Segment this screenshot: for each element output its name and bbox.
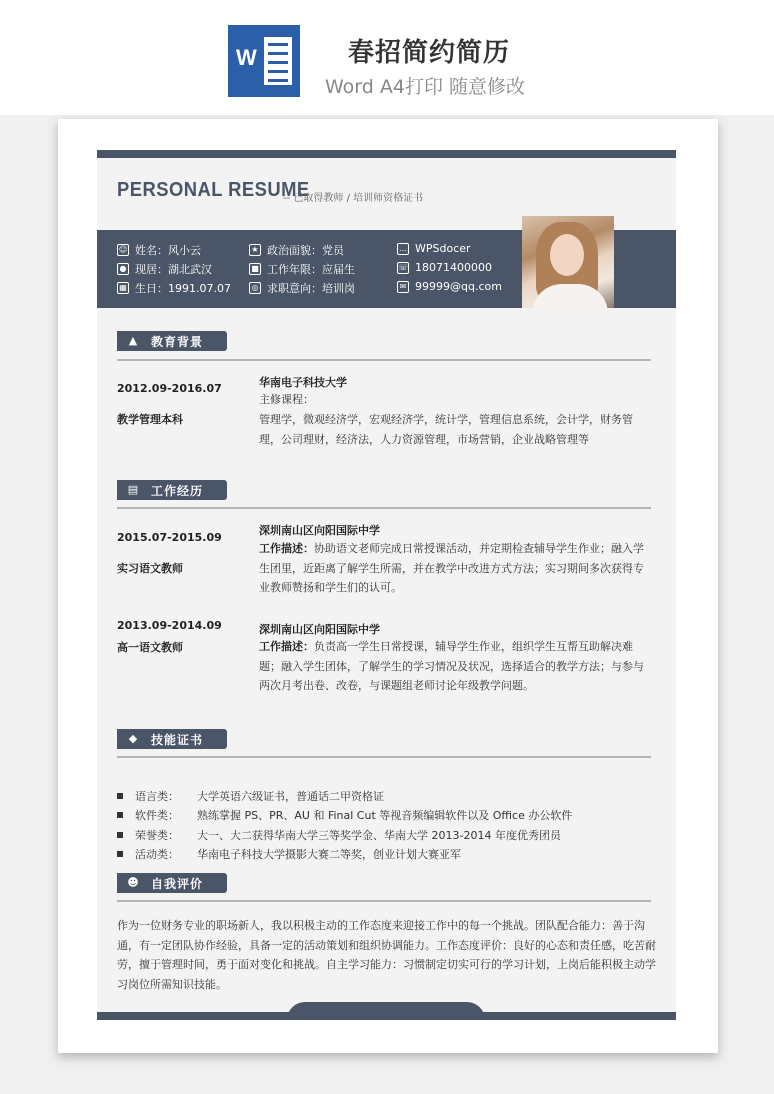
work-role-1: 实习语文教师	[117, 562, 183, 575]
info-phone-text: 18071400000	[415, 261, 492, 274]
list-item	[117, 806, 657, 826]
education-school: 华南电子科技大学	[259, 376, 347, 389]
info-residence-text: 现居：湖北武汉	[135, 263, 212, 276]
mail-icon: ✉	[397, 281, 409, 293]
person-icon: ☺	[118, 245, 128, 254]
banner	[0, 0, 774, 115]
section-education-title: 教育背景	[151, 334, 204, 349]
info-phone	[397, 261, 492, 274]
info-wechat	[397, 242, 471, 255]
word-logo-lines	[264, 37, 292, 85]
info-residence	[117, 261, 212, 277]
badge-icon: ★	[249, 244, 261, 256]
list-item	[117, 786, 657, 806]
work-date-2: 2013.09-2014.09	[117, 619, 222, 632]
profile-photo	[522, 216, 614, 308]
skill-category: 语言类：	[135, 789, 179, 803]
list-item	[117, 845, 657, 865]
skill-text: 大一、大二获得华南大学三等奖学金、华南大学 2013-2014 年度优秀团员	[197, 828, 561, 842]
word-logo-letter: W	[236, 45, 257, 70]
work-org-1: 深圳南山区向阳国际中学	[259, 524, 380, 537]
section-divider	[117, 359, 651, 361]
list-item	[117, 825, 657, 845]
info-name-text: 姓名：风小云	[135, 244, 201, 257]
location-icon: ●	[117, 263, 129, 275]
self-evaluation-text: 作为一位财务专业的职场新人，我以积极主动的工作态度来迎接工作中的每一个挑战。团队配合能力：善于沟通，有一定团队协作经验，具备一定的活动策划和组织协调能力。工作态度评价：良好的心态和责任感，吃苦耐劳，擅于管理时间，勇于面对变化和挑战。自主学习能力：习惯制定切实可行的学习计划，上岗后能积极主动学习岗位所需知识技能。	[117, 919, 656, 991]
phone-icon: ☏	[398, 262, 409, 272]
section-divider	[117, 756, 651, 758]
skill-category: 活动类：	[135, 848, 179, 862]
info-email	[397, 280, 502, 293]
work-org-2: 深圳南山区向阳国际中学	[259, 623, 380, 636]
work-desc-1	[259, 539, 653, 598]
briefcase-icon: ■	[249, 263, 261, 275]
resume-subtitle: -- 已取得教师 / 培训师资格证书	[283, 193, 424, 204]
work-role-2: 高一语文教师	[117, 641, 183, 654]
graduation-cap-icon: ▲	[128, 334, 138, 347]
info-intention-text: 求职意向：培训岗	[267, 282, 355, 295]
education-courses: 管理学，微观经济学，宏观经济学，统计学，管理信息系统，会计学，财务管理，公司理财，经济法，人力资源管理，市场营销，企业战略管理等	[259, 413, 633, 446]
section-education-head	[117, 331, 203, 351]
work-desc-text: 负责高一学生日常授课，辅导学生作业，组织学生互帮互助解决难题；融入学生团体，了解学生的学习情况及状况，选择适合的教学方法；与参与两次月考出卷、改卷，与课题组老师讨论年级教学问题。	[259, 640, 644, 692]
work-desc-2	[259, 637, 653, 696]
bottom-bar	[97, 1012, 676, 1020]
info-experience-text: 工作年限：应届生	[267, 263, 355, 276]
section-divider	[117, 507, 651, 509]
info-political	[249, 242, 344, 258]
section-self-title: 自我评价	[151, 876, 204, 891]
info-name	[117, 242, 201, 258]
work-desc-text: 协助语文老师完成日常授课活动，并定期检查辅导学生作业；融入学生团里，近距离了解学生所需，并在教学中改进方式方法；实习期间多次获得专业教师赞扬和学生们的认可。	[259, 542, 644, 594]
skill-category: 荣誉类：	[135, 828, 179, 842]
skill-text: 大学英语六级证书，普通话二甲资格证	[197, 789, 384, 803]
education-date: 2012.09-2016.07	[117, 382, 222, 395]
word-logo-icon	[228, 25, 300, 97]
calendar-icon: ▦	[117, 282, 129, 294]
section-skills-title: 技能证书	[151, 732, 204, 747]
work-desc-label: 工作描述：	[259, 542, 314, 555]
tag-icon: ◆	[128, 732, 138, 745]
info-email-text: 99999@qq.com	[415, 280, 502, 293]
banner-title: 春招简约简历	[348, 38, 511, 68]
info-birthday-text: 生日：1991.07.07	[135, 282, 231, 295]
person-icon: ☻	[127, 876, 139, 889]
banner-subtitle: Word A4打印 随意修改	[325, 76, 526, 98]
section-work-head	[117, 480, 203, 500]
info-political-text: 政治面貌：党员	[267, 244, 344, 257]
education-courses-label: 主修课程：	[259, 393, 314, 406]
skills-list	[117, 786, 657, 864]
info-wechat-text: WPSdocer	[415, 242, 471, 255]
section-self-head	[117, 873, 203, 893]
resume-sheet	[97, 158, 676, 1012]
bar-chart-icon: ▤	[127, 483, 139, 496]
resume-page	[58, 119, 718, 1053]
skill-text: 熟练掌握 PS、PR、AU 和 Final Cut 等视音频编辑软件以及 Office 办公软件	[197, 809, 573, 823]
info-intention	[249, 280, 355, 296]
skill-category: 软件类：	[135, 809, 179, 823]
work-desc-label: 工作描述：	[259, 640, 314, 653]
chat-icon: …	[399, 243, 407, 253]
info-birthday	[117, 280, 231, 296]
target-icon: ◎	[249, 282, 261, 294]
section-work-title: 工作经历	[151, 483, 204, 498]
section-skills-head	[117, 729, 203, 749]
education-major: 教学管理本科	[117, 413, 183, 426]
info-experience	[249, 261, 355, 277]
work-date-1: 2015.07-2015.09	[117, 531, 222, 544]
skill-text: 华南电子科技大学摄影大赛二等奖，创业计划大赛亚军	[197, 848, 461, 862]
resume-title: PERSONAL RESUME	[117, 179, 310, 201]
section-divider	[117, 900, 651, 902]
top-bar	[97, 150, 676, 158]
